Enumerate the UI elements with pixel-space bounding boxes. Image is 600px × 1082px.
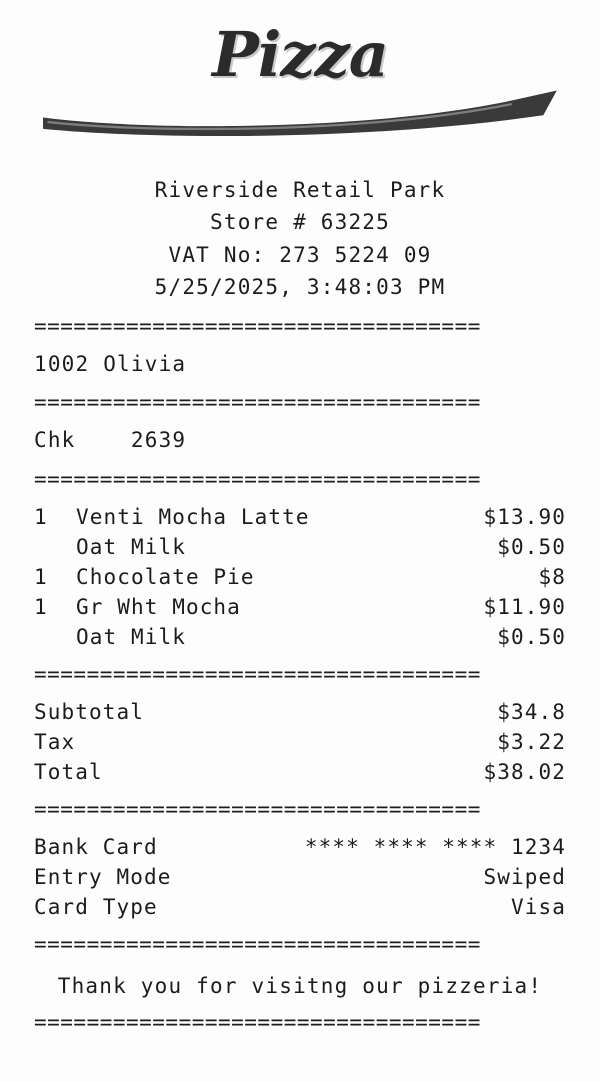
item-qty <box>34 622 76 652</box>
payment-label: Card Type <box>34 895 158 920</box>
total-amount: $38.02 <box>483 760 566 785</box>
divider-1: ================================== <box>34 314 481 338</box>
item-qty: 1 <box>34 565 48 590</box>
brand-wordmark: Pizza <box>212 18 388 91</box>
table-row <box>34 757 566 787</box>
item-amount: $8 <box>538 565 566 590</box>
item-qty: 1 <box>34 505 48 530</box>
divider-4: ================================== <box>34 663 481 687</box>
payment-value: Swiped <box>483 865 566 890</box>
divider-3: ================================== <box>34 467 481 491</box>
thank-you-message: Thank you for visitng our pizzeria! <box>57 974 543 999</box>
item-desc: Gr Wht Mocha <box>76 595 241 620</box>
item-desc: Chocolate Pie <box>76 565 255 590</box>
table-row <box>34 622 566 652</box>
transaction-datetime: 5/25/2025, 3:48:03 PM <box>154 275 446 300</box>
divider-5: ================================== <box>34 798 481 822</box>
swoosh-icon <box>34 86 566 136</box>
payment-label: Bank Card <box>34 835 158 860</box>
item-desc: Oat Milk <box>76 625 186 650</box>
payment-value: Visa <box>511 895 566 920</box>
store-header <box>34 174 566 304</box>
total-amount: $3.22 <box>497 730 566 755</box>
total-label: Subtotal <box>34 700 144 725</box>
divider-7: ================================== <box>34 1011 481 1035</box>
table-row <box>34 592 566 622</box>
total-label: Tax <box>34 730 76 755</box>
table-row <box>34 727 566 757</box>
item-amount: $11.90 <box>483 595 566 620</box>
brand-logo <box>34 18 566 174</box>
table-row <box>34 862 566 892</box>
table-row <box>34 832 566 862</box>
item-amount: $13.90 <box>483 505 566 530</box>
divider-2: ================================== <box>34 391 481 415</box>
item-desc: Oat Milk <box>76 535 186 560</box>
check-number: Chk 2639 <box>34 428 187 453</box>
divider-6: ================================== <box>34 933 481 957</box>
item-amount: $0.50 <box>497 625 566 650</box>
payment-label: Entry Mode <box>34 865 172 890</box>
item-amount: $0.50 <box>497 535 566 560</box>
payment-table <box>34 832 566 922</box>
store-name: Riverside Retail Park <box>154 177 446 202</box>
total-label: Total <box>34 760 103 785</box>
cashier-line: 1002 Olivia <box>34 351 187 376</box>
payment-value: **** **** **** 1234 <box>304 835 566 860</box>
store-number: Store # 63225 <box>210 210 390 235</box>
table-row <box>34 892 566 922</box>
line-items-table <box>34 502 566 652</box>
item-qty <box>34 532 76 562</box>
table-row <box>34 562 566 592</box>
item-qty: 1 <box>34 595 48 620</box>
table-row <box>34 502 566 532</box>
item-desc: Venti Mocha Latte <box>76 505 310 530</box>
total-amount: $34.8 <box>497 700 566 725</box>
vat-number: VAT No: 273 5224 09 <box>168 242 432 267</box>
table-row <box>34 532 566 562</box>
table-row <box>34 697 566 727</box>
totals-table <box>34 697 566 787</box>
